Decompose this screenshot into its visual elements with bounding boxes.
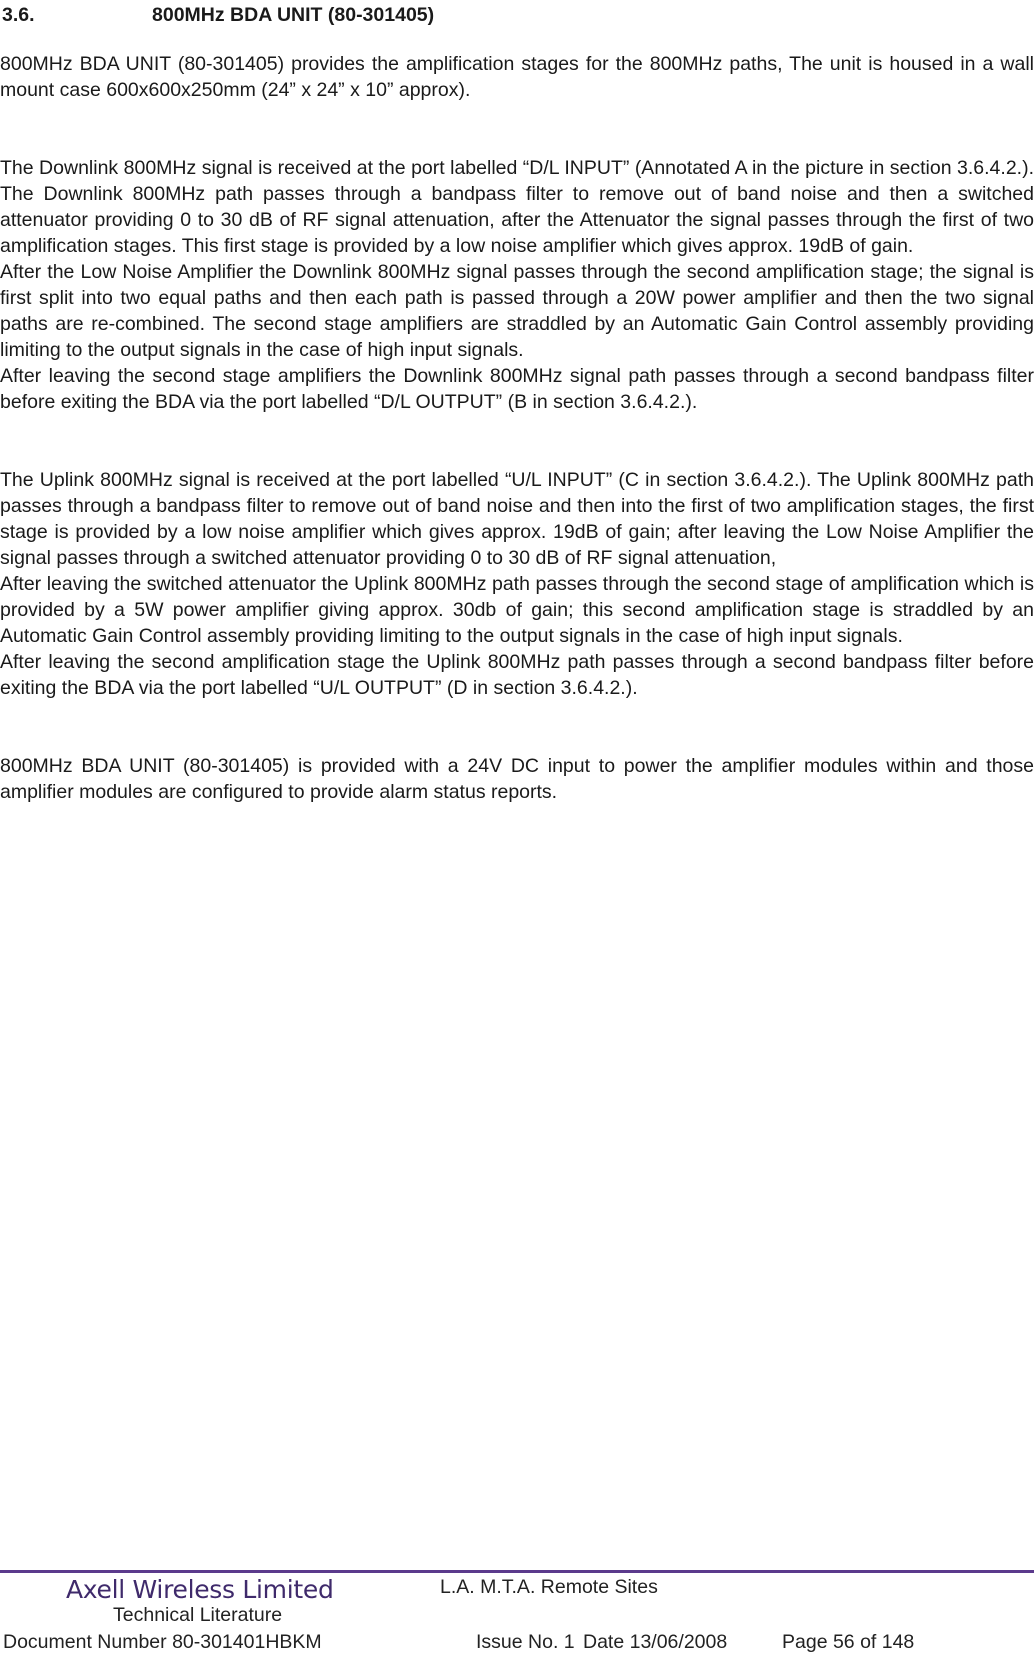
section-title: 800MHz BDA UNIT (80-301405) xyxy=(152,4,435,26)
section-number: 3.6. xyxy=(2,4,35,26)
paragraph-downlink-output: After leaving the second stage amplifiers the Downlink 800MHz signal path passes through a second bandpass filter before exiting the BDA via the port labelled “D/L OUTPUT” (B in section 3.6.4.2.). xyxy=(0,365,1034,413)
paragraph-uplink-input: The Uplink 800MHz signal is received at the port labelled “U/L INPUT” (C in section 3.6.4.2.). The Uplink 800MHz path passes through a bandpass filter to remove out of band noise and then into the first of two amplification stages, the first stage is provided by a low noise amplifier which gives approx. 19dB of gain; after leaving the Low Noise Amplifier the signal passes through a switched attenuator providing 0 to 30 dB of RF signal attenuation, xyxy=(0,469,1034,569)
department-label: Technical Literature xyxy=(113,1604,283,1626)
issue-number: Issue No. 1 xyxy=(476,1631,575,1653)
page-number: Page 56 of 148 xyxy=(782,1631,915,1653)
page-footer xyxy=(0,1573,1034,1657)
project-name: L.A. M.T.A. Remote Sites xyxy=(440,1576,658,1598)
document-date: Date 13/06/2008 xyxy=(583,1631,728,1653)
company-name: Axell Wireless Limited xyxy=(66,1575,334,1604)
paragraph-uplink-output: After leaving the second amplification stage the Uplink 800MHz path passes through a second bandpass filter before exiting the BDA via the port labelled “U/L OUTPUT” (D in section 3.6.4.2.). xyxy=(0,651,1034,699)
paragraph-intro: 800MHz BDA UNIT (80-301405) provides the amplification stages for the 800MHz paths, The unit is housed in a wall mount case 600x600x250mm (24” x 24” x 10” approx). xyxy=(0,53,1034,101)
paragraph-uplink-second-stage: After leaving the switched attenuator the Uplink 800MHz path passes through the second stage of amplification which is provided by a 5W power amplifier giving approx. 30db of gain; this second amplification stage is straddled by an Automatic Gain Control assembly providing limiting to the output signals in the case of high input signals. xyxy=(0,573,1034,647)
paragraph-downlink-second-stage: After the Low Noise Amplifier the Downlink 800MHz signal passes through the second amplification stage; the signal is first split into two equal paths and then each path is passed through a 20W power amplifier and then the two signal paths are re-combined. The second stage amplifiers are straddled by an Automatic Gain Control assembly providing limiting to the output signals in the case of high input signals. xyxy=(0,261,1034,361)
paragraph-downlink-input: The Downlink 800MHz signal is received at the port labelled “D/L INPUT” (Annotated A in the picture in section 3.6.4.2.). The Downlink 800MHz path passes through a bandpass filter to remove out of band noise and then a switched attenuator providing 0 to 30 dB of RF signal attenuation, after the Attenuator the signal passes through the first of two amplification stages. This first stage is provided by a low noise amplifier which gives approx. 19dB of gain. xyxy=(0,157,1034,257)
paragraph-power: 800MHz BDA UNIT (80-301405) is provided with a 24V DC input to power the amplifier modules within and those amplifier modules are configured to provide alarm status reports. xyxy=(0,755,1034,803)
document-number: Document Number 80-301401HBKM xyxy=(3,1631,322,1653)
document-body xyxy=(0,51,1034,805)
